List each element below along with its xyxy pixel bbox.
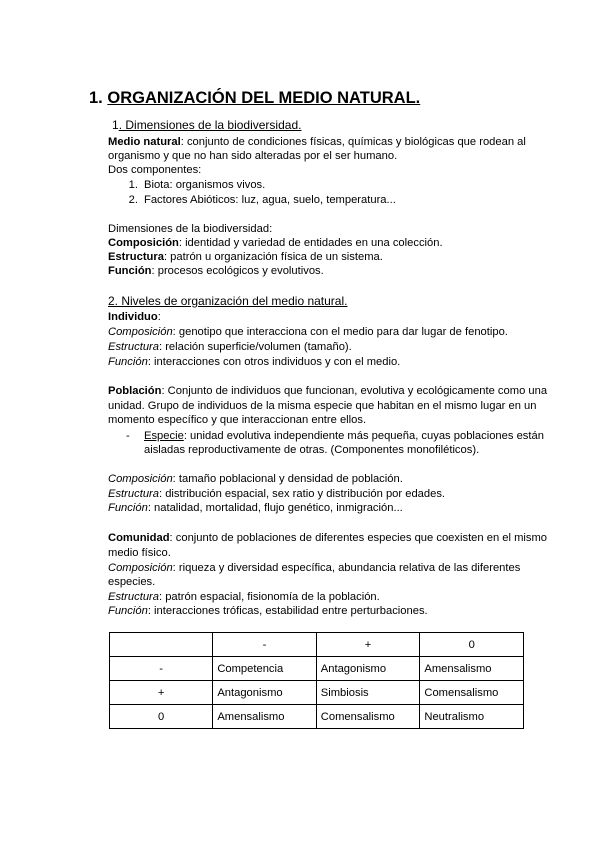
individuo-label: Individuo bbox=[108, 311, 158, 323]
poblacion-funcion-label: Función bbox=[108, 502, 148, 514]
composicion-label: Composición bbox=[108, 237, 179, 249]
individuo-composicion-text: : genotipo que interacciona con el medio para dar lugar de fenotipo. bbox=[172, 326, 508, 338]
estructura-label: Estructura bbox=[108, 251, 164, 263]
section2-heading: 2. Niveles de organización del medio natural. bbox=[108, 294, 348, 308]
list-item-number: 1. bbox=[128, 179, 138, 191]
poblacion-line-3: momento específico y que interaccionan entre ellos. bbox=[108, 414, 367, 426]
list-item-number: 2. bbox=[128, 194, 138, 206]
poblacion-estructura bbox=[108, 487, 445, 501]
table-cell: Competencia bbox=[213, 657, 316, 681]
comunidad-estructura bbox=[108, 590, 380, 604]
comunidad-line-1 bbox=[108, 531, 547, 545]
list-item bbox=[120, 178, 265, 192]
individuo-funcion-text: : interacciones con otros individuos y con el medio. bbox=[147, 356, 401, 368]
comunidad-label: Comunidad bbox=[108, 532, 170, 544]
estructura-text: : patrón u organización física de un sistema. bbox=[163, 251, 383, 263]
comunidad-composicion-line-2: especies. bbox=[108, 576, 156, 588]
poblacion-text-1: : Conjunto de individuos que funcionan, evolutiva y ecológicamente como una bbox=[161, 385, 548, 397]
individuo-funcion-label: Función bbox=[108, 356, 148, 368]
especie-bullet: - bbox=[126, 430, 130, 442]
composicion-line bbox=[108, 236, 443, 250]
funcion-line bbox=[108, 264, 324, 278]
comunidad-funcion-text: : interacciones tróficas, estabilidad entre perturbaciones. bbox=[147, 605, 428, 617]
table-cell: - bbox=[110, 657, 213, 681]
funcion-text: : procesos ecológicos y evolutivos. bbox=[151, 265, 324, 277]
poblacion-composicion bbox=[108, 472, 403, 486]
table-cell: Antagonismo bbox=[213, 681, 316, 705]
comunidad-estructura-label: Estructura bbox=[108, 591, 159, 603]
medio-natural-text-1: : conjunto de condiciones físicas, químicas y biológicas que rodean al bbox=[180, 136, 526, 148]
medio-natural-line-2: organismo y que no han sido alteradas por el ser humano. bbox=[108, 150, 398, 162]
table-cell: Neutralismo bbox=[420, 705, 524, 729]
table-row bbox=[110, 681, 524, 705]
comunidad-funcion bbox=[108, 604, 428, 618]
especie-line-1 bbox=[144, 429, 544, 443]
composicion-text: : identidad y variedad de entidades en una colección. bbox=[178, 237, 443, 249]
individuo-composicion-label: Composición bbox=[108, 326, 173, 338]
table-cell: + bbox=[316, 633, 420, 657]
estructura-line bbox=[108, 250, 383, 264]
interaction-table bbox=[109, 632, 524, 729]
table-cell: Antagonismo bbox=[316, 657, 420, 681]
comunidad-funcion-label: Función bbox=[108, 605, 148, 617]
poblacion-funcion-text: : natalidad, mortalidad, flujo genético, inmigración... bbox=[147, 502, 403, 514]
individuo-estructura-label: Estructura bbox=[108, 341, 159, 353]
table-cell: 0 bbox=[420, 633, 524, 657]
table-cell: Comensalismo bbox=[420, 681, 524, 705]
table-cell: - bbox=[213, 633, 316, 657]
individuo-heading bbox=[108, 310, 161, 324]
table-cell bbox=[110, 633, 213, 657]
section1-heading-text: . Dimensiones de la biodiversidad. bbox=[118, 118, 302, 132]
comunidad-composicion-text: : riqueza y diversidad específica, abundancia relativa de las diferentes bbox=[172, 562, 521, 574]
especie-label: Especie bbox=[144, 430, 184, 442]
comunidad-text-1: : conjunto de poblaciones de diferentes especies que coexisten en el mismo bbox=[169, 532, 548, 544]
list-item bbox=[120, 193, 396, 207]
comunidad-line-2: medio físico. bbox=[108, 547, 171, 559]
individuo-composicion bbox=[108, 325, 508, 339]
table-cell: Amensalismo bbox=[420, 657, 524, 681]
comunidad-composicion-label: Composición bbox=[108, 562, 173, 574]
individuo-estructura-text: : relación superficie/volumen (tamaño). bbox=[158, 341, 352, 353]
individuo-funcion bbox=[108, 355, 400, 369]
table-row bbox=[110, 705, 524, 729]
individuo-colon: : bbox=[157, 311, 161, 323]
table-cell: + bbox=[110, 681, 213, 705]
poblacion-line-2: unidad. Grupo de individuos de la misma especie que habitan en el mismo lugar en un bbox=[108, 400, 537, 412]
table-cell: Simbiosis bbox=[316, 681, 420, 705]
poblacion-composicion-text: : tamaño poblacional y densidad de población. bbox=[172, 473, 403, 485]
comunidad-composicion bbox=[108, 561, 520, 575]
poblacion-label: Población bbox=[108, 385, 162, 397]
title-text: ORGANIZACIÓN DEL MEDIO NATURAL. bbox=[107, 89, 421, 107]
list-item-text: Factores Abióticos: luz, agua, suelo, temperatura... bbox=[144, 194, 396, 206]
title-number: 1. bbox=[89, 89, 103, 107]
table-row bbox=[110, 657, 524, 681]
poblacion-composicion-label: Composición bbox=[108, 473, 173, 485]
table-header-row bbox=[110, 633, 524, 657]
table-cell: Comensalismo bbox=[316, 705, 420, 729]
section1-heading bbox=[112, 118, 301, 132]
funcion-label: Función bbox=[108, 265, 152, 277]
poblacion-estructura-text: : distribución espacial, sex ratio y distribución por edades. bbox=[158, 488, 446, 500]
medio-natural-line-1 bbox=[108, 135, 526, 149]
especie-text-1: : unidad evolutiva independiente más pequeña, cuyas poblaciones están bbox=[183, 430, 544, 442]
individuo-estructura bbox=[108, 340, 352, 354]
especie-line-2: aisladas reproductivamente de otras. (Componentes monofiléticos). bbox=[144, 444, 480, 456]
componentes-line: Dos componentes: bbox=[108, 164, 202, 176]
table-cell: 0 bbox=[110, 705, 213, 729]
page-title bbox=[89, 89, 420, 108]
dimensiones-line: Dimensiones de la biodiversidad: bbox=[108, 223, 273, 235]
poblacion-estructura-label: Estructura bbox=[108, 488, 159, 500]
list-item-text: Biota: organismos vivos. bbox=[144, 179, 266, 191]
medio-natural-label: Medio natural bbox=[108, 136, 181, 148]
section1-heading-number: 1 bbox=[112, 118, 119, 132]
poblacion-line-1 bbox=[108, 384, 547, 398]
table-cell: Amensalismo bbox=[213, 705, 316, 729]
comunidad-estructura-text: : patrón espacial, fisionomía de la población. bbox=[158, 591, 380, 603]
poblacion-funcion bbox=[108, 501, 403, 515]
